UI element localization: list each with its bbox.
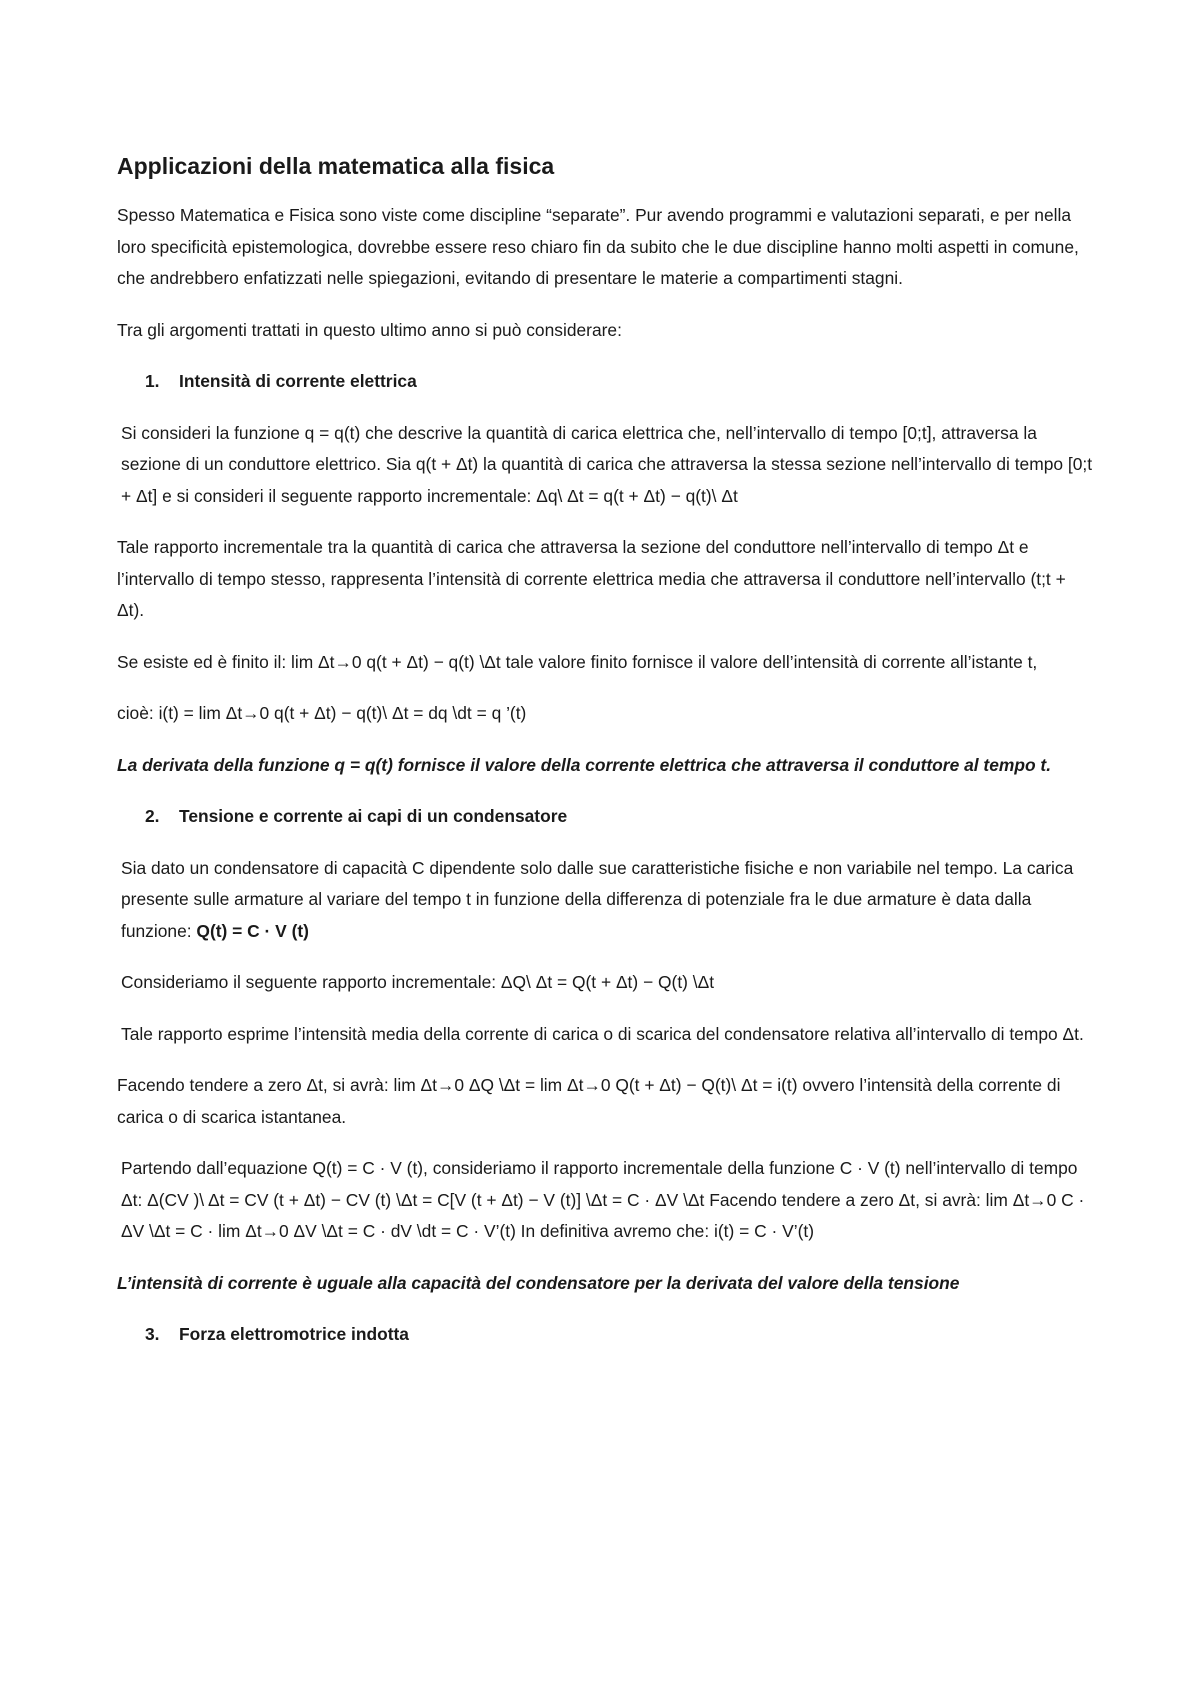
paragraph-text: Sia dato un condensatore di capacità C dipendente solo dalle sue caratteristiche fisiche e non variabile nel tempo. La carica presente sulle armature al variare del tempo t in funzione della differenza di potenziale fra le due armature è data dalla funzione: [121, 857, 1074, 941]
list-intro: Tra gli argomenti trattati in questo ultimo anno si può considerare: [117, 319, 622, 340]
section-title: Intensità di corrente elettrica [179, 371, 417, 391]
section-heading [117, 366, 1097, 398]
paragraph: Tale rapporto esprime l’intensità media della corrente di carica o di scarica del condensatore relativa all’intervallo di tempo Δt. [121, 1023, 1084, 1044]
paragraph: Tale rapporto incrementale tra la quantità di carica che attraversa la sezione del conduttore nell’intervallo di tempo Δt e l’intervallo di tempo stesso, rappresenta l’intensità di corrente elettrica media che attraversa il conduttore nell’intervallo (t;t + Δt). [117, 537, 1066, 620]
conclusion-statement: L’intensità di corrente è uguale alla capacità del condensatore per la derivata del valore della tensione [117, 1272, 960, 1293]
conclusion-statement: La derivata della funzione q = q(t) fornisce il valore della corrente elettrica che attraversa il conduttore al tempo t. [117, 754, 1052, 775]
paragraph: Facendo tendere a zero Δt, si avrà: lim Δt→0 ΔQ \Δt = lim Δt→0 Q(t + Δt) − Q(t)\ Δt = i(t) ovvero l’intensità della corrente di carica o di scarica istantanea. [117, 1075, 1061, 1127]
paragraph: Consideriamo il seguente rapporto incrementale: ΔQ\ Δt = Q(t + Δt) − Q(t) \Δt [121, 972, 715, 992]
document-title: Applicazioni della matematica alla fisica [117, 153, 555, 179]
section-number: 1. [145, 371, 160, 391]
paragraph [117, 853, 1097, 948]
section-heading [117, 1319, 1097, 1351]
paragraph: cioè: i(t) = lim Δt→0 q(t + Δt) − q(t)\ Δt = dq \dt = q ’(t) [117, 703, 527, 723]
paragraph: Si consideri la funzione q = q(t) che descrive la quantità di carica elettrica che, nell’intervallo di tempo [0;t], attraversa la sezione di un conduttore elettrico. Sia q(t + Δt) la quantità di carica che attraversa la stessa sezione nell’intervallo di tempo [0;t + Δt] e si consideri il seguente rapporto incrementale: Δq\ Δt = q(t + Δt) − q(t)\ Δt [121, 422, 1093, 506]
paragraph: Partendo dall’equazione Q(t) = C · V (t), consideriamo il rapporto incrementale della funzione C · V (t) nell’intervallo di tempo Δt: Δ(CV )\ Δt = CV (t + Δt) − CV (t) \Δt = C[V (t + Δt) − V (t)] \Δt = C · ΔV \Δt Facendo tendere a zero Δt, si avrà: lim Δt→0 C · ΔV \Δt = C · lim Δt→0 ΔV \Δt = C · dV \dt = C · V’(t) In definitiva avremo che: i(t) = C · V’(t) [121, 1158, 1085, 1241]
paragraph: Se esiste ed è finito il: lim Δt→0 q(t + Δt) − q(t) \Δt tale valore finito fornisce il valore dell’intensità di corrente all’istante t, [117, 651, 1038, 672]
intro-paragraph: Spesso Matematica e Fisica sono viste come discipline “separate”. Pur avendo programmi e valutazioni separati, e per nella loro specificità epistemologica, dovrebbe essere reso chiaro fin da subito che le due discipline hanno molti aspetti in comune, che andrebbero enfatizzati nelle spiegazioni, evitando di presentare le materie a compartimenti stagni. [117, 205, 1079, 288]
section-title: Tensione e corrente ai capi di un condensatore [179, 806, 568, 826]
section-number: 2. [145, 806, 160, 826]
section-title: Forza elettromotrice indotta [179, 1324, 409, 1344]
formula: Q(t) = C · V (t) [196, 920, 309, 941]
section-heading [117, 801, 1097, 833]
document-page [117, 130, 1097, 1371]
section-number: 3. [145, 1324, 160, 1344]
